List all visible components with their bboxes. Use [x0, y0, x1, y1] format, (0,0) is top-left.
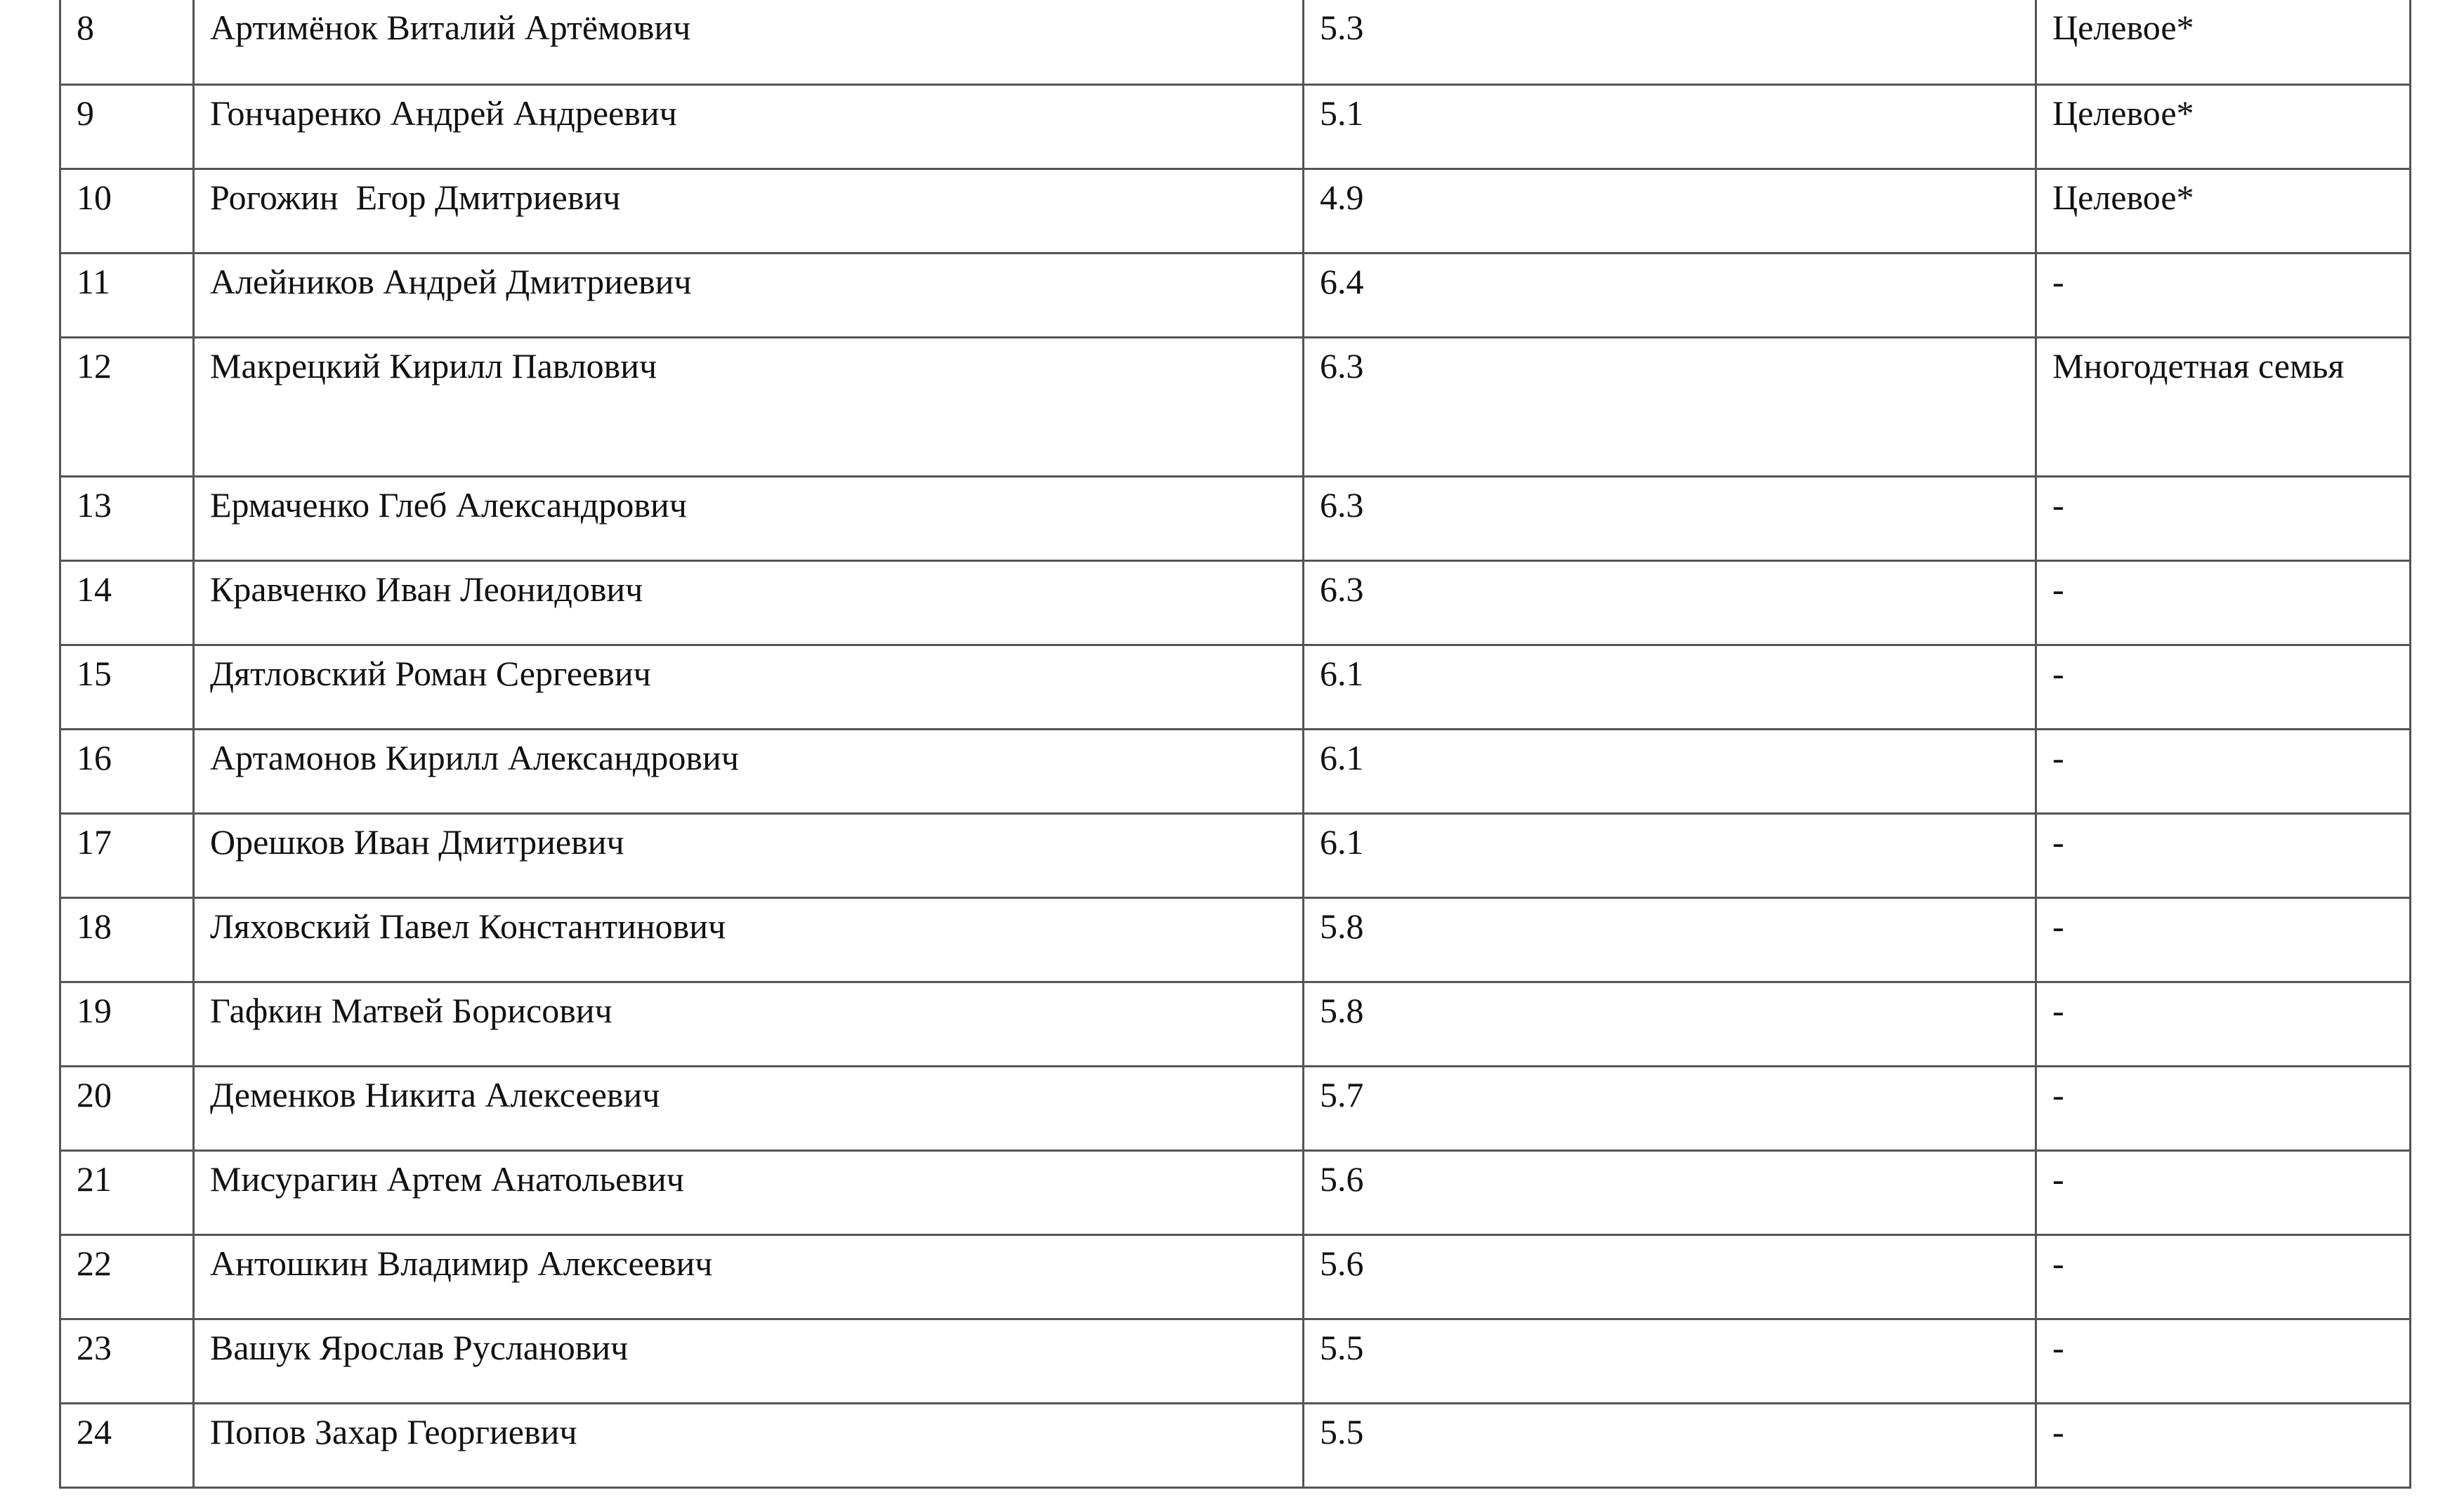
student-score: 5.6	[1304, 1150, 2036, 1234]
table-row	[60, 982, 2411, 1066]
row-number: 17	[60, 813, 194, 897]
student-score: 5.5	[1304, 1403, 2036, 1487]
row-number: 16	[60, 729, 194, 813]
student-name: Артамонов Кирилл Александрович	[194, 729, 1304, 813]
table-row	[60, 1234, 2411, 1319]
student-name: Деменков Никита Алексеевич	[194, 1066, 1304, 1150]
student-note: -	[2036, 1403, 2411, 1487]
student-name: Орешков Иван Дмитриевич	[194, 813, 1304, 897]
student-note: -	[2036, 813, 2411, 897]
row-number: 21	[60, 1150, 194, 1234]
table-row	[60, 1319, 2411, 1403]
student-name: Артимёнок Виталий Артёмович	[194, 0, 1304, 84]
row-number: 14	[60, 560, 194, 645]
student-score: 5.6	[1304, 1234, 2036, 1319]
table-row	[60, 0, 2411, 84]
student-note: Целевое*	[2036, 169, 2411, 253]
student-name: Вашук Ярослав Русланович	[194, 1319, 1304, 1403]
student-note: -	[2036, 645, 2411, 729]
student-name: Антошкин Владимир Алексеевич	[194, 1234, 1304, 1319]
student-score: 5.7	[1304, 1066, 2036, 1150]
student-name: Алейников Андрей Дмитриевич	[194, 253, 1304, 337]
row-number: 12	[60, 337, 194, 476]
row-number: 13	[60, 476, 194, 560]
row-number: 22	[60, 1234, 194, 1319]
student-score: 5.5	[1304, 1319, 2036, 1403]
table-row	[60, 645, 2411, 729]
table-row	[60, 1150, 2411, 1234]
student-score: 6.1	[1304, 813, 2036, 897]
row-number: 23	[60, 1319, 194, 1403]
student-note: Многодетная семья	[2036, 337, 2411, 476]
table-row	[60, 729, 2411, 813]
student-note: -	[2036, 560, 2411, 645]
student-name: Ляховский Павел Константинович	[194, 897, 1304, 982]
student-name: Кравченко Иван Леонидович	[194, 560, 1304, 645]
student-score: 6.3	[1304, 476, 2036, 560]
student-note: -	[2036, 1066, 2411, 1150]
student-score: 5.8	[1304, 982, 2036, 1066]
student-name: Дятловский Роман Сергеевич	[194, 645, 1304, 729]
student-score: 6.3	[1304, 560, 2036, 645]
student-note: Целевое*	[2036, 84, 2411, 169]
student-note: -	[2036, 253, 2411, 337]
student-note: -	[2036, 476, 2411, 560]
student-note: -	[2036, 729, 2411, 813]
student-note: -	[2036, 1319, 2411, 1403]
row-number: 19	[60, 982, 194, 1066]
student-note: -	[2036, 982, 2411, 1066]
table-row	[60, 169, 2411, 253]
student-note: -	[2036, 897, 2411, 982]
table-row	[60, 560, 2411, 645]
student-name: Попов Захар Георгиевич	[194, 1403, 1304, 1487]
students-ranking-table	[59, 0, 2411, 1489]
student-name: Гончаренко Андрей Андреевич	[194, 84, 1304, 169]
student-name: Гафкин Матвей Борисович	[194, 982, 1304, 1066]
table-row	[60, 253, 2411, 337]
student-score: 6.1	[1304, 645, 2036, 729]
student-name: Рогожин Егор Дмитриевич	[194, 169, 1304, 253]
table-row	[60, 813, 2411, 897]
row-number: 24	[60, 1403, 194, 1487]
student-note: -	[2036, 1234, 2411, 1319]
student-name: Макрецкий Кирилл Павлович	[194, 337, 1304, 476]
student-score: 6.4	[1304, 253, 2036, 337]
row-number: 20	[60, 1066, 194, 1150]
table-row	[60, 897, 2411, 982]
student-name: Ермаченко Глеб Александрович	[194, 476, 1304, 560]
table-row	[60, 337, 2411, 476]
student-score: 5.1	[1304, 84, 2036, 169]
row-number: 15	[60, 645, 194, 729]
student-score: 6.1	[1304, 729, 2036, 813]
row-number: 8	[60, 0, 194, 84]
student-name: Мисурагин Артем Анатольевич	[194, 1150, 1304, 1234]
student-score: 5.3	[1304, 0, 2036, 84]
table-row	[60, 84, 2411, 169]
row-number: 10	[60, 169, 194, 253]
table-row	[60, 476, 2411, 560]
row-number: 11	[60, 253, 194, 337]
student-score: 6.3	[1304, 337, 2036, 476]
student-note: Целевое*	[2036, 0, 2411, 84]
row-number: 18	[60, 897, 194, 982]
table-row	[60, 1066, 2411, 1150]
student-score: 5.8	[1304, 897, 2036, 982]
row-number: 9	[60, 84, 194, 169]
table-row	[60, 1403, 2411, 1487]
student-score: 4.9	[1304, 169, 2036, 253]
table-body	[60, 0, 2411, 1487]
student-note: -	[2036, 1150, 2411, 1234]
